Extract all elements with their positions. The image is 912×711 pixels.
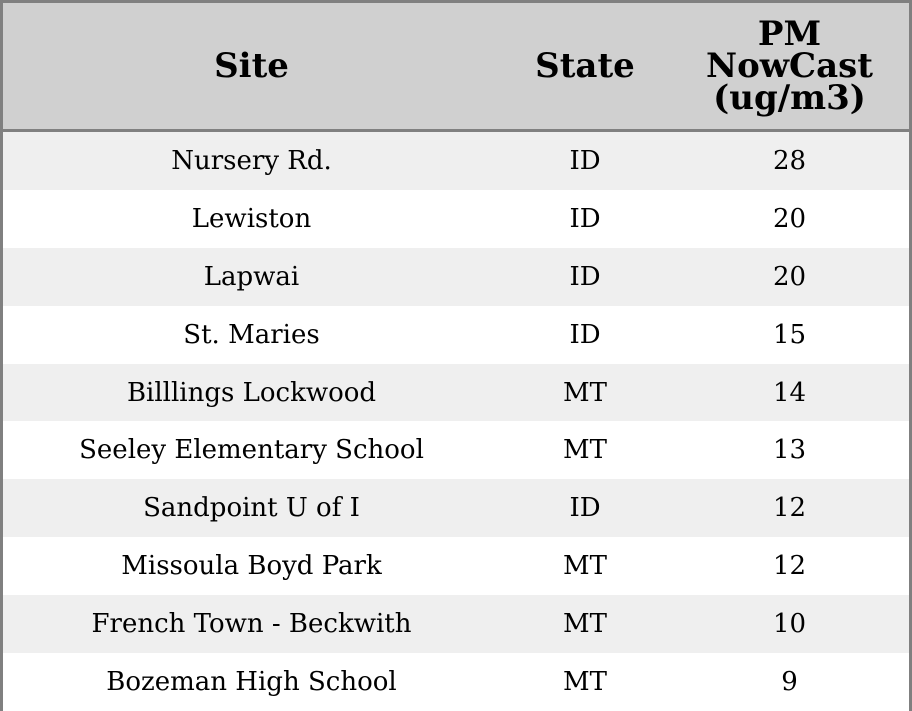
table-row	[3, 421, 909, 479]
cell-site: Sandpoint U of I	[143, 493, 360, 524]
table-row	[3, 306, 909, 364]
cell-pm-value: 12	[772, 551, 807, 582]
table-row	[3, 479, 909, 537]
cell-state: ID	[569, 261, 601, 292]
cell-site: Lewiston	[191, 203, 312, 234]
cell-pm-value: 13	[772, 435, 807, 466]
cell-state: MT	[563, 551, 607, 582]
cell-site: French Town - Beckwith	[91, 609, 412, 640]
cell-pm-value: 20	[772, 261, 807, 292]
cell-site: Nursery Rd.	[171, 145, 332, 176]
cell-state: ID	[569, 319, 601, 350]
cell-state: MT	[563, 377, 607, 408]
cell-site: Missoula Boyd Park	[121, 551, 382, 582]
cell-site: Billlings Lockwood	[126, 377, 377, 408]
cell-state: ID	[569, 203, 601, 234]
cell-site: Lapwai	[203, 261, 300, 292]
cell-state: MT	[563, 666, 607, 697]
header-state: State	[535, 46, 635, 86]
cell-state: MT	[563, 435, 607, 466]
table-row	[3, 537, 909, 595]
cell-site: Seeley Elementary School	[79, 435, 424, 466]
header-pm-nowcast: PM NowCast (ug/m3)	[706, 14, 873, 118]
cell-state: ID	[569, 145, 601, 176]
table-row	[3, 132, 909, 190]
table-row	[3, 248, 909, 306]
cell-state: MT	[563, 609, 607, 640]
header-site: Site	[214, 46, 289, 86]
cell-pm-value: 9	[781, 666, 798, 697]
cell-pm-value: 12	[772, 493, 807, 524]
cell-pm-value: 20	[772, 203, 807, 234]
table-row	[3, 190, 909, 248]
table-header-row	[3, 3, 909, 132]
cell-state: ID	[569, 493, 601, 524]
table-body	[3, 132, 909, 708]
cell-pm-value: 14	[772, 377, 807, 408]
table-row	[3, 595, 909, 653]
cell-site: Bozeman High School	[106, 666, 397, 697]
table-row	[3, 653, 909, 711]
table-row	[3, 364, 909, 422]
cell-pm-value: 10	[772, 609, 807, 640]
cell-site: St. Maries	[183, 319, 320, 350]
cell-pm-value: 15	[772, 319, 807, 350]
cell-pm-value: 28	[772, 145, 807, 176]
